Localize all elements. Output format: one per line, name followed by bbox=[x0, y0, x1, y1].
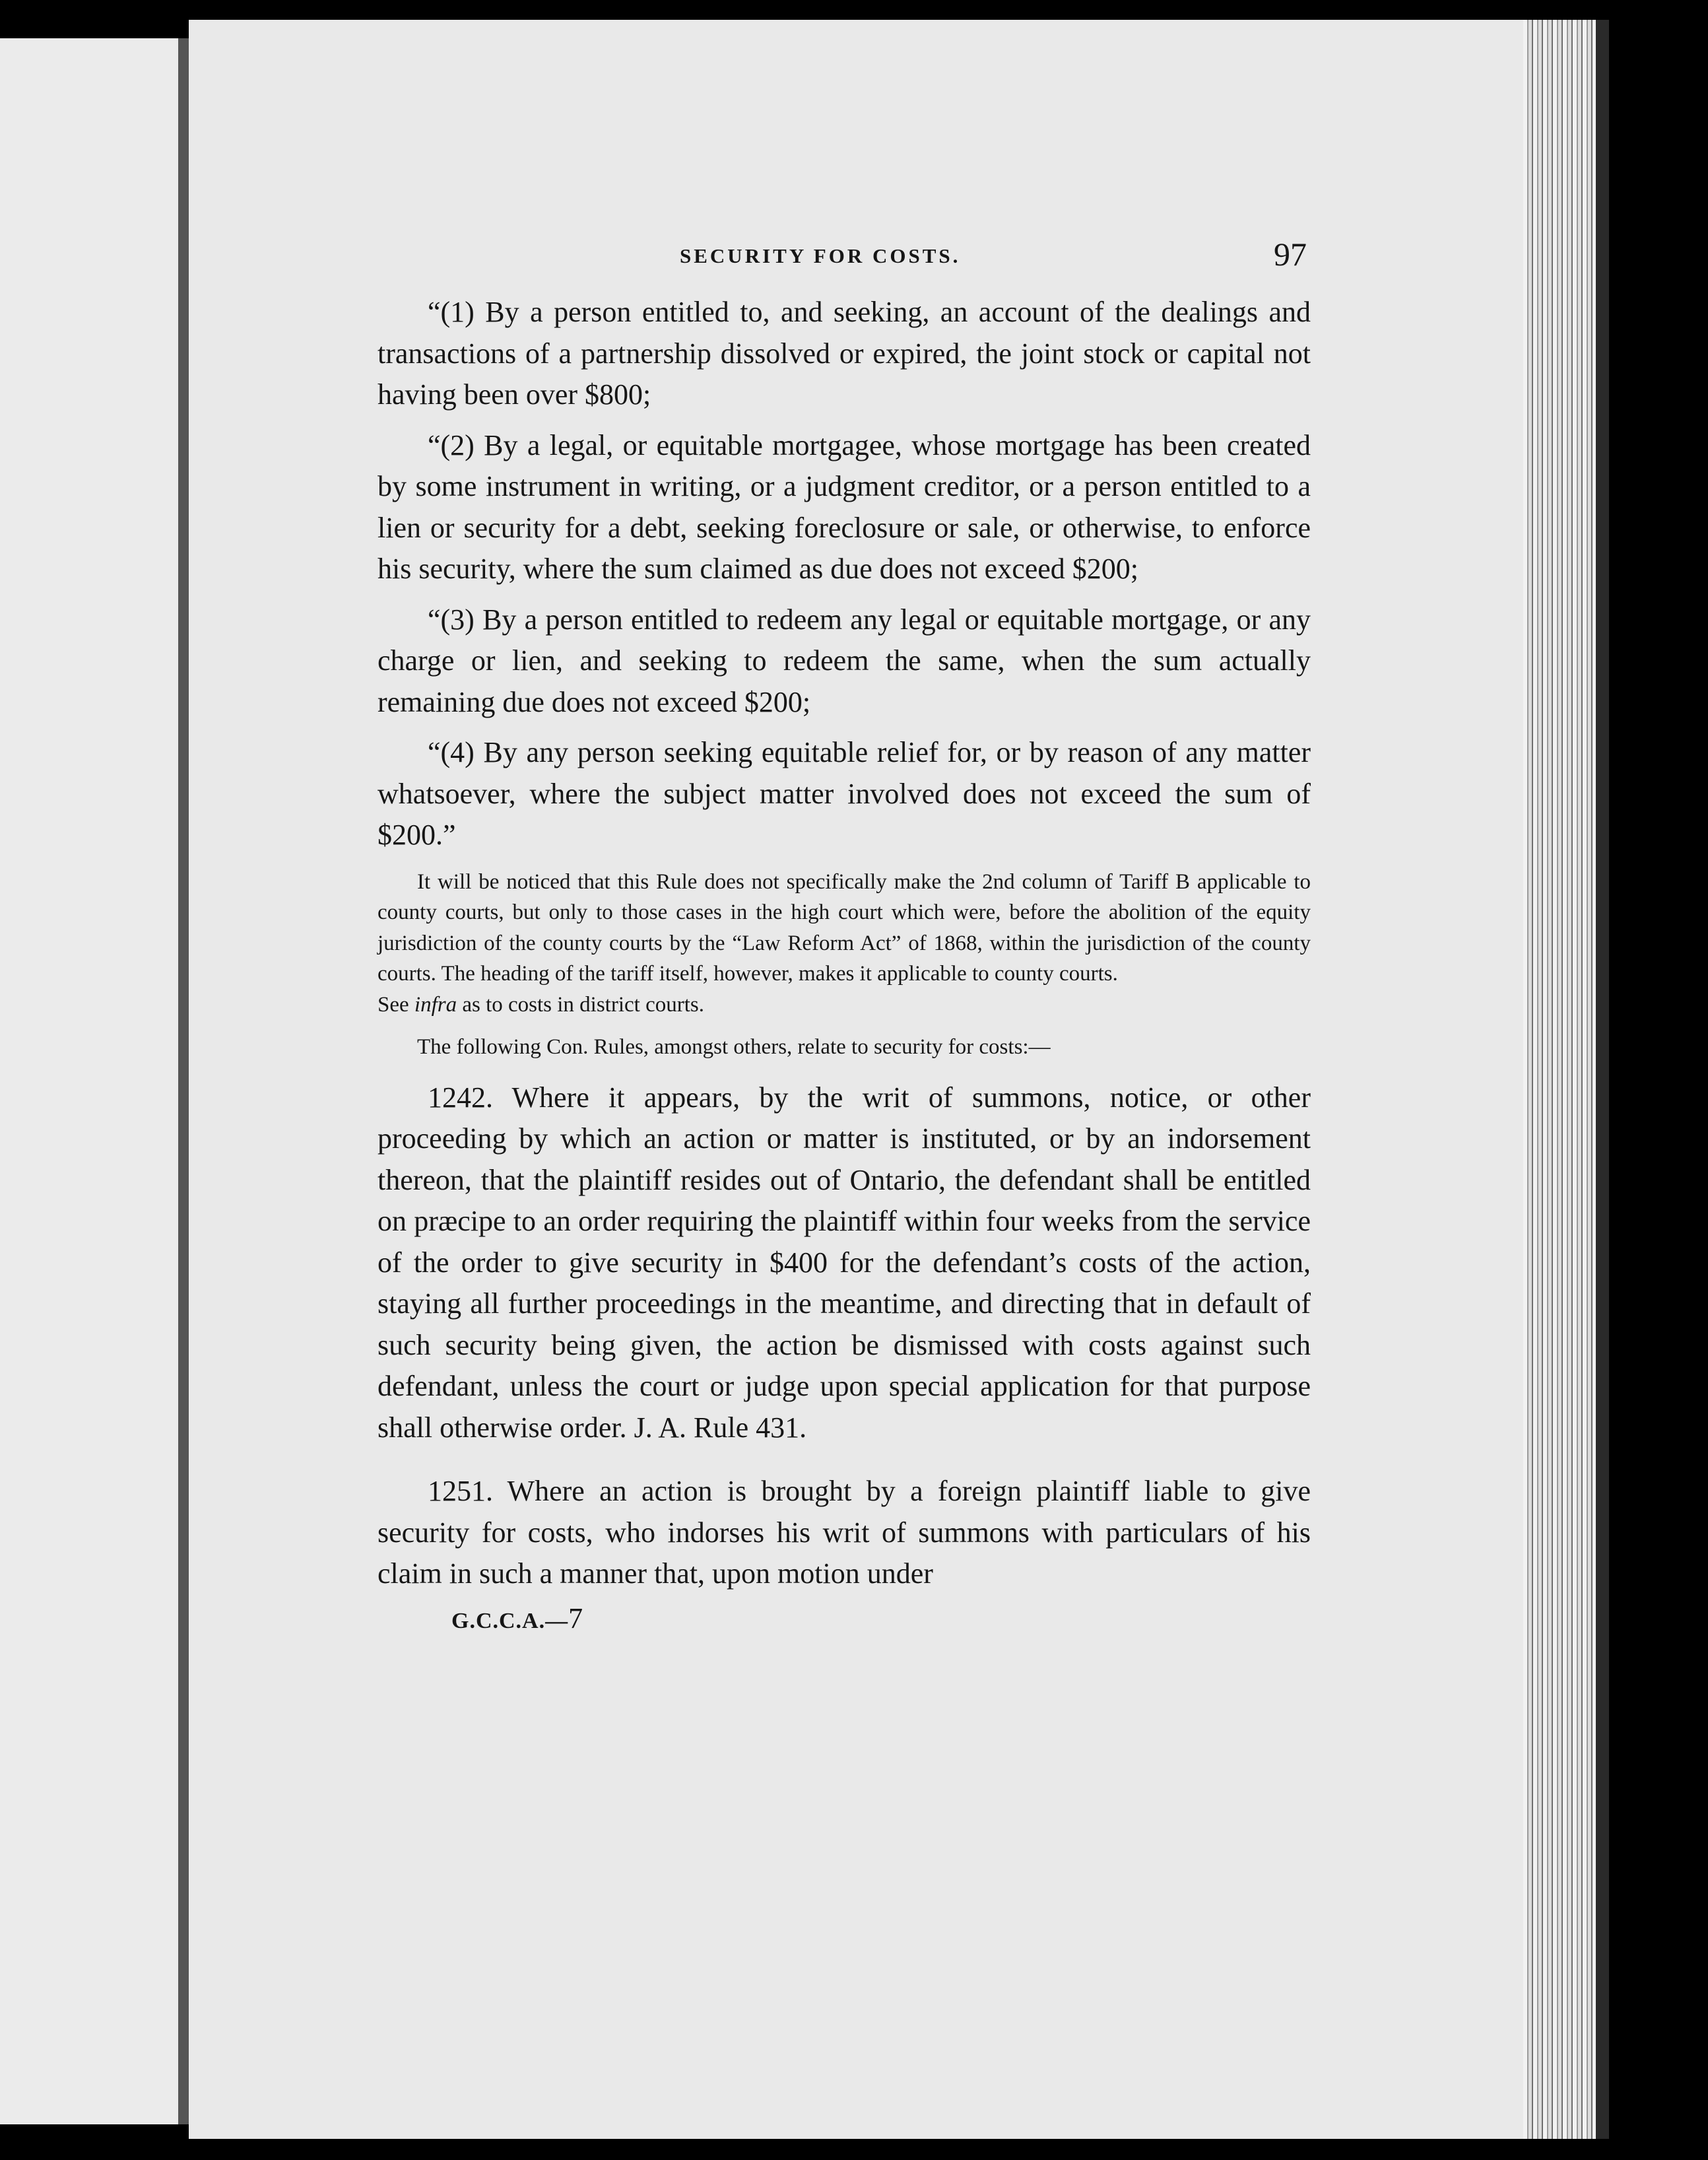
book-gutter bbox=[178, 38, 189, 2124]
page-content bbox=[378, 238, 1311, 1635]
note-infra: infra bbox=[414, 992, 457, 1017]
running-title: SECURITY FOR COSTS. bbox=[680, 244, 961, 267]
note-paragraph bbox=[378, 867, 1311, 1021]
page-block-shadow bbox=[1596, 20, 1609, 2139]
signature-mark bbox=[451, 1602, 1311, 1635]
signature-number: 7 bbox=[568, 1602, 584, 1635]
note-text: It will be noticed that this Rule does not specifically make the 2nd column of Tariff B applicable to county courts, but only to those cases in the high court which were, before the abolition of the equity jurisdiction of the county courts by the “Law Reform Act” of 1868, within the jurisdiction of the county courts. The heading of the tariff itself, however, makes it applicable to county courts. bbox=[378, 869, 1311, 986]
page-number: 97 bbox=[1274, 236, 1307, 273]
rule-1242: 1242. Where it appears, by the writ of summons, notice, or other proceeding by which an action or matter is instituted, or by an indorsement thereon, that the plaintiff resides out of Ontario, the defendant shall be entitled on præcipe to an order requiring the plaintiff within four weeks from the service of the order to give security in $400 for the defendant’s costs of the action, staying all further proceedings in the meantime, and directing that in default of such security being given, the action be dismissed with costs against such defendant, unless the court or judge upon special application for that purpose shall otherwise order. J. A. Rule 431. bbox=[378, 1081, 1311, 1444]
note-see-rest: as to costs in district courts. bbox=[457, 992, 704, 1017]
note-following-rules: The following Con. Rules, amongst others, relate to security for costs:— bbox=[417, 1035, 1051, 1059]
note-see: See bbox=[378, 992, 414, 1017]
rule-1251: 1251. Where an action is brought by a foreign plaintiff liable to give security for costs, who indorses his writ of summons with particulars of his claim in such a manner that, upon motion under bbox=[378, 1475, 1311, 1590]
signature-letters: G.C.C.A.— bbox=[451, 1608, 569, 1633]
clause-3: “(3) By a person entitled to redeem any legal or equitable mortgage, or any charge or lien, and seeking to redeem the same, when the sum actually remaining due does not exceed $200; bbox=[378, 603, 1311, 718]
clause-1: “(1) By a person entitled to, and seeking, an account of the dealings and transactions of a partnership dissolved or expired, the joint stock or capital not having been over $800; bbox=[378, 296, 1311, 411]
running-head bbox=[378, 238, 1311, 277]
clause-4: “(4) By any person seeking equitable relief for, or by reason of any matter whatsoever, where the subject matter involved does not exceed the sum of $200.” bbox=[378, 736, 1311, 851]
clause-2: “(2) By a legal, or equitable mortgagee, whose mortgage has been created by some instrument in writing, or a judgment creditor, or a person entitled to a lien or security for a debt, seeking foreclosure or sale, or otherwise, to enforce his security, where the sum claimed as due does not exceed $200; bbox=[378, 428, 1311, 585]
left-page-edge bbox=[0, 38, 178, 2124]
page-block-edges bbox=[1523, 20, 1596, 2139]
